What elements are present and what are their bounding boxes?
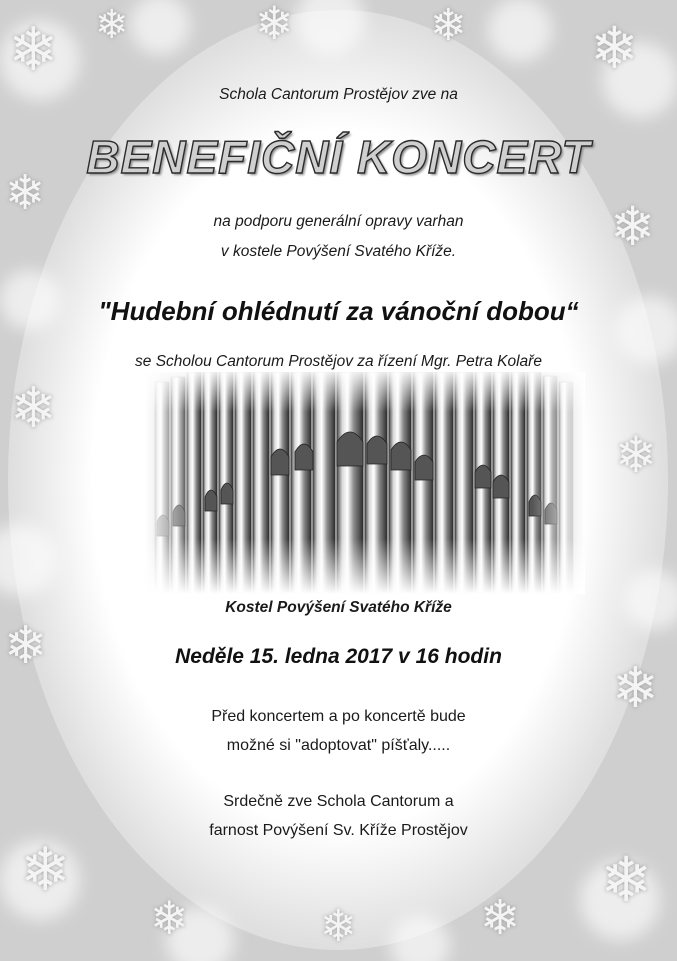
- snowflake-icon: ❄: [4, 617, 48, 675]
- adoption-line-2: možné si "adoptovat" píšťaly.....: [226, 737, 451, 754]
- snowflake-icon: ❄: [95, 3, 129, 47]
- adoption-line-1: Před koncertem a po koncertě bude: [211, 708, 466, 725]
- closing-line-1: Srdečně zve Schola Cantorum a: [223, 793, 454, 810]
- venue-line: Kostel Povýšení Svatého Kříže: [225, 599, 452, 616]
- purpose-line-2: v kostele Povýšení Svatého Kříže.: [220, 243, 457, 260]
- snowflake-icon: ❄: [320, 902, 357, 951]
- snowflake-icon: ❄: [615, 427, 657, 483]
- snowflake-icon: ❄: [610, 197, 656, 257]
- snowflake-icon: ❄: [8, 16, 59, 83]
- snowflake-icon: ❄: [612, 656, 659, 719]
- snowflake-icon: ❄: [5, 167, 46, 220]
- snowflake-icon: ❄: [480, 892, 521, 945]
- purpose-line-1: na podporu generální opravy varhan: [213, 213, 464, 230]
- invitation-line: Schola Cantorum Prostějov zve na: [219, 86, 458, 103]
- snowflake-icon: ❄: [600, 846, 652, 915]
- snowflake-icon: ❄: [150, 892, 189, 944]
- snowflake-icon: ❄: [590, 16, 639, 81]
- poster-title: BENEFIČNÍ KONCERT: [86, 131, 591, 183]
- snowflake-icon: ❄: [255, 0, 294, 49]
- concert-motto: "Hudební ohlédnutí za vánoční dobou“: [98, 296, 579, 326]
- closing-line-2: farnost Povýšení Sv. Kříže Prostějov: [209, 822, 468, 839]
- snowflake-icon: ❄: [430, 1, 467, 50]
- performers-line: se Scholou Cantorum Prostějov za řízení Mgr. Petra Kolaře: [135, 353, 542, 370]
- date-time-line: Neděle 15. ledna 2017 v 16 hodin: [175, 645, 502, 668]
- snowflake-icon: ❄: [20, 836, 71, 903]
- snowflake-icon: ❄: [10, 376, 57, 439]
